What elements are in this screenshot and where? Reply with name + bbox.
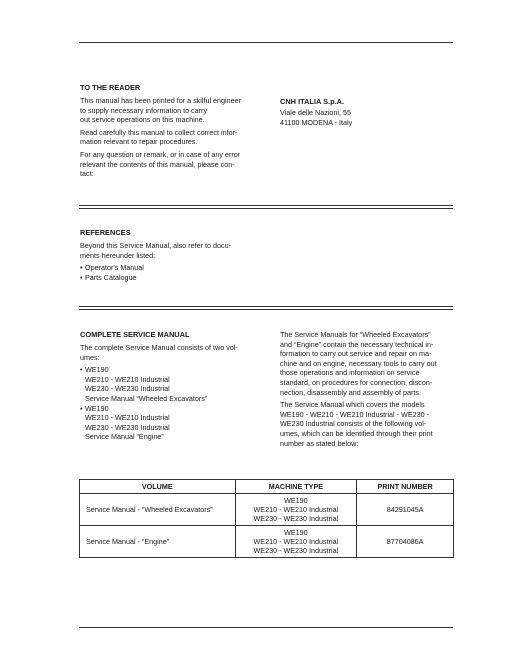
list-item: • WE190 WE210 - WE210 Industrial WE230 - WE230 Industrial Service Manual “Engine” [80,404,260,442]
list-item: • WE190 WE210 - WE210 Industrial WE230 - WE230 Industrial Service Manual “Wheeled Excavators” [80,365,260,403]
reader-paragraph-2: Read carefully this manual to collect correct infor- mation relevant to repair procedures. [80,127,238,147]
complete-heading: COMPLETE SERVICE MANUAL [80,330,190,339]
reader-section [80,83,260,182]
cell-machine-type: WE190 WE210 - WE210 Industrial WE230 - WE230 Industrial [235,494,357,526]
list-item: • Operator's Manual [80,263,258,273]
volume-list [80,365,260,442]
volumes-table [79,479,454,558]
cell-volume: Service Manual - “Engine” [80,526,236,558]
bottom-rule [79,627,453,628]
volumes-description: The Service Manual which covers the models WE190 - WE210 - WE210 Industrial - WE230 - WE230 Industrial consists of the following vol- umes, which can be identified through their print number as stated below: [280,400,433,448]
references-heading: REFERENCES [80,228,131,237]
cell-print-number: 84291045A [357,494,454,526]
column-header-volume: VOLUME [80,480,236,494]
section-divider-2 [79,306,453,307]
list-item: • Parts Catalogue [80,273,258,283]
complete-intro: The complete Service Manual consists of two vol- umes: [80,343,238,362]
reader-paragraph-1: This manual has been printed for a skilful engineer to supply necessary information to carry out service operations on this machine. [80,96,242,125]
cell-print-number: 87704086A [357,526,454,558]
table-row [80,526,454,558]
table-row [80,494,454,526]
table-header-row [80,480,454,494]
company-name: CNH ITALIA S.p.A. [280,97,345,106]
reader-paragraph-3: For any question or remark, or in case of any error relevant the contents of this manual, please con- tact: [80,149,241,179]
top-rule [79,42,453,43]
cell-volume: Service Manual - “Wheeled Excavators” [80,494,236,526]
section-divider-1 [79,205,453,206]
cell-machine-type: WE190 WE210 - WE210 Industrial WE230 - WE230 Industrial [235,526,357,558]
column-header-print-number: PRINT NUMBER [357,480,454,494]
references-intro: Beyond this Service Manual, also refer to docu- ments hereunder listed: [80,241,232,260]
references-list [80,263,258,282]
company-city: 41100 MODENA - Italy [280,117,353,127]
complete-right-column [280,330,454,451]
company-address [280,97,450,127]
references-section [80,228,258,282]
column-header-machine-type: MACHINE TYPE [235,480,357,494]
service-manuals-description: The Service Manuals for “Wheeled Excavators” and “Engine” contain the necessary technical in- formation to carry out service and repair on ma- chine and on engine, necessary tools to carry out those operations and information on service standard, on procedures for connection, discon- nection, disassembly and assembly of parts. [280,330,437,397]
complete-left-column [80,330,260,442]
reader-heading: TO THE READER [80,83,141,92]
company-street: Viale delle Nazioni, 55 [280,108,351,117]
